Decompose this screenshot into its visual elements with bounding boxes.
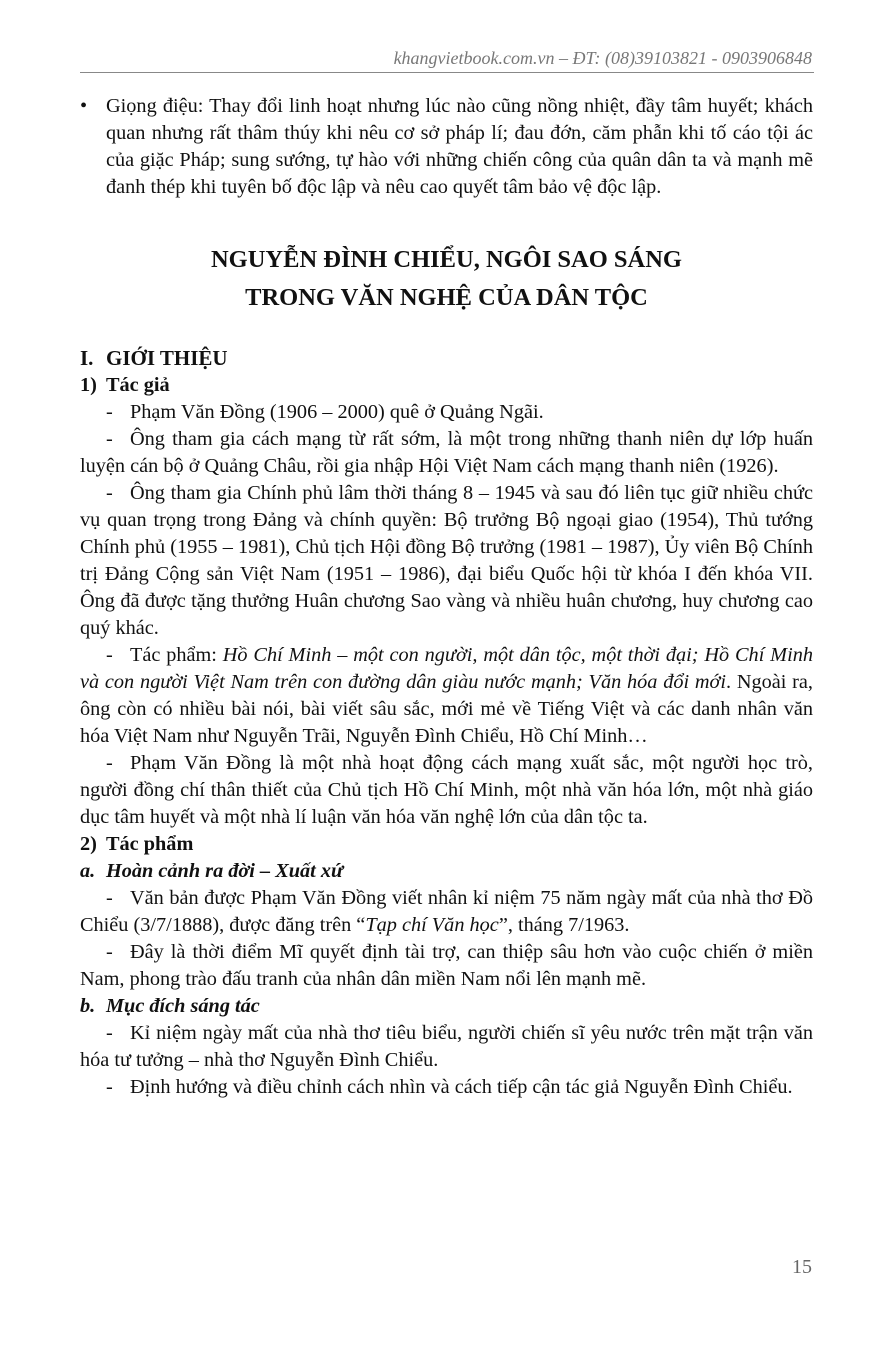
section-number: I. [80,346,94,370]
sub-label: Tác phẩm [106,833,194,855]
works-item [80,642,813,750]
dash: - [106,482,113,504]
purpose-item [80,1074,813,1101]
works-lead: Tác phẩm: [130,644,223,666]
works-rest: . Ngoài ra, ông còn có nhiều bài nói, bài viết sâu sắc, mới mẻ về Tiếng Việt và các danh nhân văn hóa Việt Nam như Nguyễn Trãi, Nguyễn Đình Chiểu, Hồ Chí Minh… [80,671,814,747]
header-rule [80,72,814,73]
author-item [80,426,813,480]
journal-title: Tạp chí Văn học [365,914,499,936]
sub-number: 1) [80,374,97,396]
bullet-icon: • [80,95,88,117]
sub-label: Tác giả [106,374,170,396]
sub-number: b. [80,995,96,1017]
sub-number: 2) [80,833,97,855]
author-item [80,399,813,426]
dash: - [106,941,113,963]
page-title [80,241,813,317]
dash: - [106,644,113,666]
dash: - [106,752,113,774]
item-text: Đây là thời điểm Mĩ quyết định tài trợ, can thiệp sâu hơn vào cuộc chiến ở miền Nam, phong trào đấu tranh của nhân dân miền Nam nổi lên mạnh mẽ. [80,941,813,990]
context-item [80,885,813,939]
context-item [80,939,813,993]
dash: - [106,428,113,450]
item-text: Ông tham gia cách mạng từ rất sớm, là một trong những thanh niên dự lớp huấn luyện cán bộ ở Quảng Châu, rồi gia nhập Hội Việt Nam cách mạng thanh niên (1926). [80,428,813,477]
sub-number: a. [80,860,96,882]
section-heading [80,345,813,372]
subheading-context [80,858,813,885]
dash: - [106,1022,113,1044]
item-text: Văn bản được Phạm Văn Đồng viết nhân kỉ niệm 75 năm ngày mất của nhà thơ Đồ Chiểu (3/7/1888), được đăng trên “ [80,887,813,936]
item-text: Phạm Văn Đồng (1906 – 2000) quê ở Quảng Ngãi. [130,401,544,423]
dash: - [106,401,113,423]
dash: - [106,887,113,909]
item-text: Kỉ niệm ngày mất của nhà thơ tiêu biểu, người chiến sĩ yêu nước trên mặt trận văn hóa tư tưởng – nhà thơ Nguyễn Đình Chiểu. [80,1022,813,1071]
subheading-author [80,372,813,399]
subheading-purpose [80,993,813,1020]
item-text: Ông tham gia Chính phủ lâm thời tháng 8 – 1945 và sau đó liên tục giữ nhiều chức vụ quan trọng trong Đảng và chính quyền: Bộ trưởng Bộ ngoại giao (1954), Thủ tướng Chính phủ (1955 – 1981), Chủ tịch Hội đồng Bộ trưởng (1981 – 1987), Ủy viên Bộ Chính trị Đảng Cộng sản Việt Nam (1951 – 1986), đại biểu Quốc hội từ khóa I đến khóa VII. Ông đã được tặng thưởng Huân chương Sao vàng và nhiều huân chương, huy chương cao quý khác. [80,482,813,639]
page-body [80,93,813,1101]
title-line-1: NGUYỄN ĐÌNH CHIỂU, NGÔI SAO SÁNG [210,246,682,273]
page-number: 15 [792,1256,812,1278]
dash: - [106,1076,113,1098]
sub-label: Hoàn cảnh ra đời – Xuất xứ [106,860,344,882]
page-header: khangvietbook.com.vn – ĐT: (08)39103821 - 0903906848 [393,48,812,68]
author-item [80,480,813,642]
purpose-item [80,1020,813,1074]
item-text: Phạm Văn Đồng là một nhà hoạt động cách mạng xuất sắc, một người học trò, người đồng chí thân thiết của Chủ tịch Hồ Chí Minh, một nhà văn hóa lớn, một nhà giáo dục tâm huyết và một nhà lí luận văn hóa văn nghệ lớn của dân tộc ta. [80,752,813,828]
intro-bullet-text: Giọng điệu: Thay đổi linh hoạt nhưng lúc nào cũng nồng nhiệt, đầy tâm huyết; khách quan nhưng rất thâm thúy khi nêu cơ sở pháp lí; đau đớn, căm phẫn khi tố cáo tội ác của giặc Pháp; sung sướng, tự hào với những chiến công của quân dân ta và mạnh mẽ đanh thép khi tuyên bố độc lập và nêu cao quyết tâm bảo vệ độc lập. [106,95,813,198]
title-line-2: TRONG VĂN NGHỆ CỦA DÂN TỘC [245,284,648,311]
sub-label: Mục đích sáng tác [106,995,260,1017]
works-titles: Hồ Chí Minh – một con người, một dân tộc, một thời đại; Hồ Chí Minh và con người Việt Nam trên con đường dân giàu nước mạnh; Văn hóa đổi mới [80,644,813,693]
intro-bullet [80,93,813,201]
author-item [80,750,813,831]
item-text: Định hướng và điều chỉnh cách nhìn và cách tiếp cận tác giả Nguyễn Đình Chiểu. [130,1076,793,1098]
section-label: GIỚI THIỆU [106,346,228,370]
item-text: ”, tháng 7/1963. [498,914,630,936]
subheading-work [80,831,813,858]
